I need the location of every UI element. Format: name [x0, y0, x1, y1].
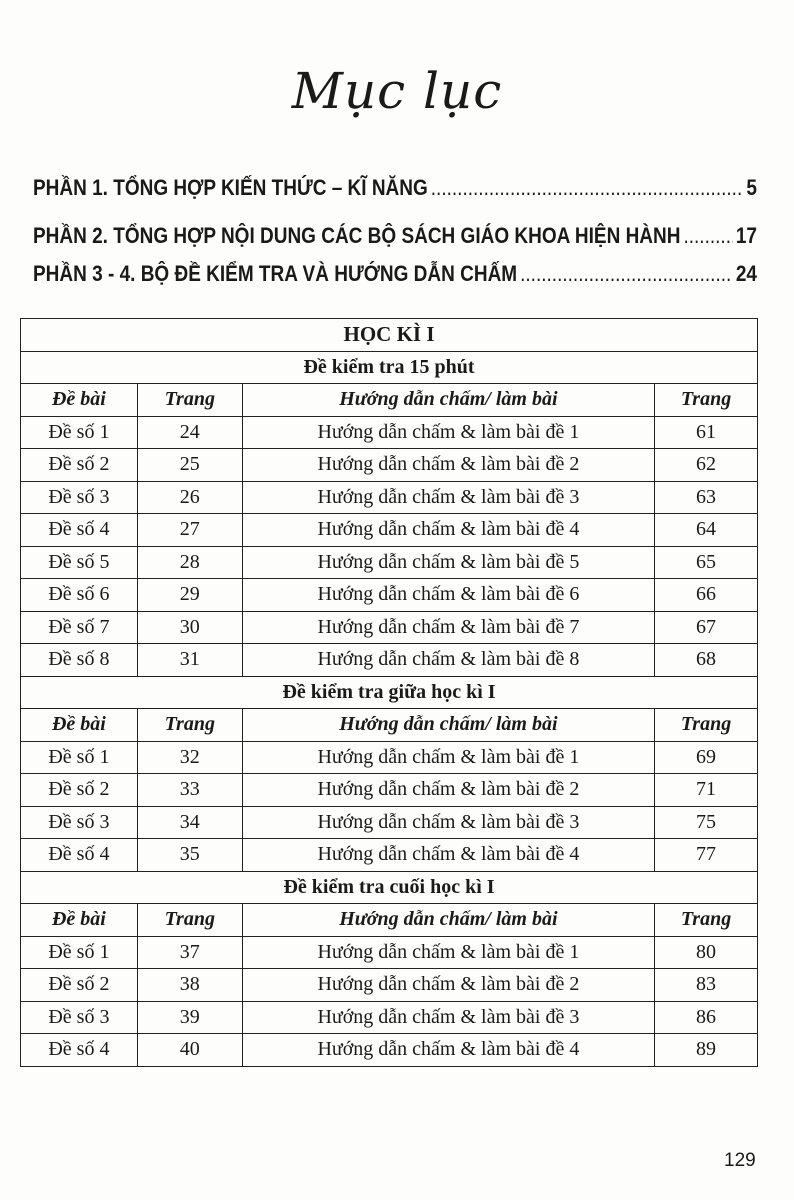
guide-page: 77 [655, 839, 758, 872]
table-row[interactable] [21, 806, 758, 839]
exam-name: Đề số 1 [21, 936, 138, 969]
exam-page: 27 [137, 514, 242, 547]
exam-page: 33 [137, 774, 242, 807]
guide-name: Hướng dẫn chấm & làm bài đề 2 [242, 449, 654, 482]
guide-page: 71 [655, 774, 758, 807]
guide-page: 69 [655, 741, 758, 774]
toc-entry-label: PHẦN 1. TỔNG HỢP KIẾN THỨC – KĨ NĂNG [33, 176, 428, 201]
exam-name: Đề số 2 [21, 969, 138, 1002]
exam-name: Đề số 7 [21, 611, 138, 644]
exam-page: 34 [137, 806, 242, 839]
term-title: HỌC KÌ I [21, 319, 758, 352]
toc-leader-dots [683, 224, 732, 249]
column-header: Hướng dẫn chấm/ làm bài [242, 904, 654, 937]
exam-name: Đề số 2 [21, 449, 138, 482]
toc-leader-dots [431, 176, 744, 201]
exam-page: 37 [137, 936, 242, 969]
guide-page: 80 [655, 936, 758, 969]
table-row[interactable] [21, 774, 758, 807]
toc-entry-label: PHẦN 3 - 4. BỘ ĐỀ KIỂM TRA VÀ HƯỚNG DẪN CHẤM [33, 262, 518, 287]
column-header: Hướng dẫn chấm/ làm bài [242, 709, 654, 742]
section-title: Đề kiểm tra 15 phút [21, 351, 758, 384]
toc-entry-page: 24 [735, 262, 757, 287]
guide-page: 83 [655, 969, 758, 1002]
guide-page: 61 [655, 416, 758, 449]
table-row[interactable] [21, 644, 758, 677]
guide-page: 64 [655, 514, 758, 547]
table-row[interactable] [21, 416, 758, 449]
exam-page: 35 [137, 839, 242, 872]
guide-name: Hướng dẫn chấm & làm bài đề 4 [242, 839, 654, 872]
toc-entry[interactable] [33, 262, 757, 287]
guide-name: Hướng dẫn chấm & làm bài đề 2 [242, 774, 654, 807]
exam-name: Đề số 3 [21, 1001, 138, 1034]
guide-name: Hướng dẫn chấm & làm bài đề 4 [242, 1034, 654, 1067]
exam-name: Đề số 6 [21, 579, 138, 612]
guide-page: 62 [655, 449, 758, 482]
guide-name: Hướng dẫn chấm & làm bài đề 1 [242, 416, 654, 449]
guide-name: Hướng dẫn chấm & làm bài đề 3 [242, 1001, 654, 1034]
exam-page: 28 [137, 546, 242, 579]
toc-entry[interactable] [33, 224, 757, 249]
page-title: Mục lục [291, 62, 503, 120]
header-row [21, 709, 758, 742]
table-row[interactable] [21, 546, 758, 579]
column-header: Trang [655, 384, 758, 417]
exam-name: Đề số 3 [21, 481, 138, 514]
column-header: Hướng dẫn chấm/ làm bài [242, 384, 654, 417]
section-row [21, 676, 758, 709]
exam-page: 30 [137, 611, 242, 644]
exam-page: 25 [137, 449, 242, 482]
exam-name: Đề số 2 [21, 774, 138, 807]
table-row[interactable] [21, 741, 758, 774]
guide-page: 63 [655, 481, 758, 514]
guide-name: Hướng dẫn chấm & làm bài đề 6 [242, 579, 654, 612]
guide-name: Hướng dẫn chấm & làm bài đề 1 [242, 741, 654, 774]
toc-entry-page: 17 [735, 224, 757, 249]
table-row[interactable] [21, 839, 758, 872]
column-header: Trang [137, 384, 242, 417]
column-header: Trang [137, 709, 242, 742]
exam-page: 24 [137, 416, 242, 449]
guide-page: 66 [655, 579, 758, 612]
guide-name: Hướng dẫn chấm & làm bài đề 2 [242, 969, 654, 1002]
column-header: Đề bài [21, 384, 138, 417]
guide-page: 75 [655, 806, 758, 839]
guide-name: Hướng dẫn chấm & làm bài đề 8 [242, 644, 654, 677]
guide-page: 89 [655, 1034, 758, 1067]
exam-page: 26 [137, 481, 242, 514]
contents-table [20, 318, 758, 1067]
section-row [21, 871, 758, 904]
header-row [21, 384, 758, 417]
column-header: Trang [655, 709, 758, 742]
header-row [21, 904, 758, 937]
section-row [21, 351, 758, 384]
exam-page: 39 [137, 1001, 242, 1034]
section-title: Đề kiểm tra cuối học kì I [21, 871, 758, 904]
table-row[interactable] [21, 514, 758, 547]
table-row[interactable] [21, 449, 758, 482]
page-number: 129 [724, 1150, 756, 1171]
exam-name: Đề số 4 [21, 1034, 138, 1067]
guide-name: Hướng dẫn chấm & làm bài đề 3 [242, 481, 654, 514]
table-row[interactable] [21, 969, 758, 1002]
table-row[interactable] [21, 1001, 758, 1034]
exam-page: 38 [137, 969, 242, 1002]
toc-entry-page: 5 [746, 176, 757, 201]
exam-name: Đề số 8 [21, 644, 138, 677]
guide-page: 67 [655, 611, 758, 644]
exam-name: Đề số 4 [21, 839, 138, 872]
column-header: Trang [655, 904, 758, 937]
column-header: Đề bài [21, 904, 138, 937]
guide-page: 65 [655, 546, 758, 579]
table-row[interactable] [21, 611, 758, 644]
exam-page: 29 [137, 579, 242, 612]
table-row[interactable] [21, 579, 758, 612]
exam-name: Đề số 1 [21, 741, 138, 774]
term-row [21, 319, 758, 352]
exam-page: 40 [137, 1034, 242, 1067]
toc-entry[interactable] [33, 176, 757, 201]
exam-name: Đề số 1 [21, 416, 138, 449]
exam-name: Đề số 3 [21, 806, 138, 839]
table-row[interactable] [21, 936, 758, 969]
guide-page: 68 [655, 644, 758, 677]
guide-name: Hướng dẫn chấm & làm bài đề 3 [242, 806, 654, 839]
guide-name: Hướng dẫn chấm & làm bài đề 7 [242, 611, 654, 644]
guide-page: 86 [655, 1001, 758, 1034]
section-title: Đề kiểm tra giữa học kì I [21, 676, 758, 709]
guide-name: Hướng dẫn chấm & làm bài đề 5 [242, 546, 654, 579]
guide-name: Hướng dẫn chấm & làm bài đề 4 [242, 514, 654, 547]
guide-name: Hướng dẫn chấm & làm bài đề 1 [242, 936, 654, 969]
exam-page: 32 [137, 741, 242, 774]
column-header: Trang [137, 904, 242, 937]
exam-name: Đề số 5 [21, 546, 138, 579]
toc-leader-dots [520, 262, 733, 287]
exam-name: Đề số 4 [21, 514, 138, 547]
exam-page: 31 [137, 644, 242, 677]
table-row[interactable] [21, 1034, 758, 1067]
table-row[interactable] [21, 481, 758, 514]
toc-entry-label: PHẦN 2. TỔNG HỢP NỘI DUNG CÁC BỘ SÁCH GIÁO KHOA HIỆN HÀNH [33, 224, 681, 249]
column-header: Đề bài [21, 709, 138, 742]
